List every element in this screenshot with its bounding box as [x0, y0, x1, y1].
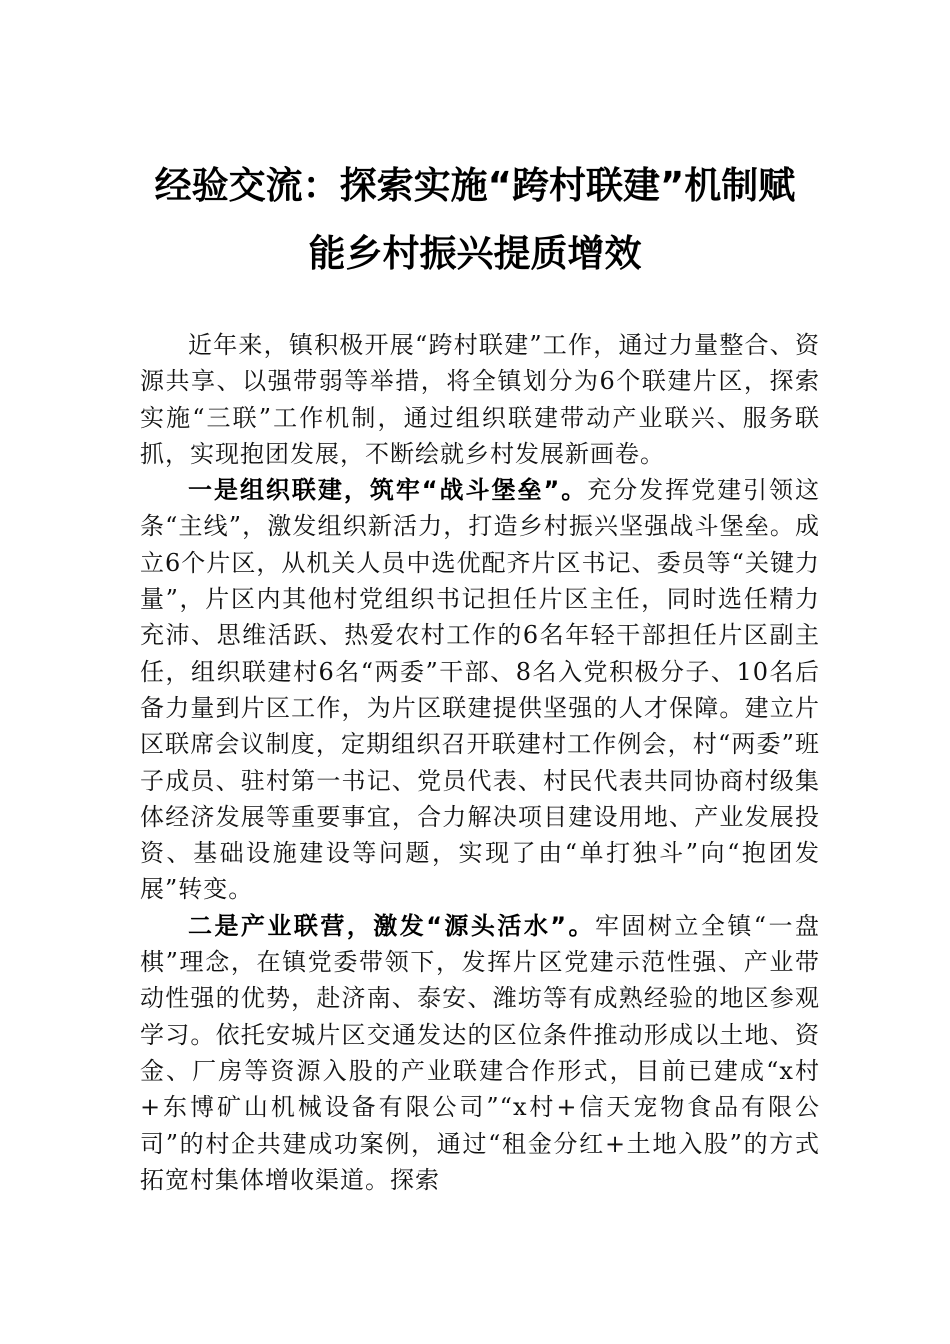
section-text-1: 充分发挥党建引领这条“主线”，激发组织新活力，打造乡村振兴坚强战斗堡垒。成立6个片区，从机关人员中选优配齐片区书记、委员等“关键力量”，片区内其他村党组织书记担任片区主任，同时选任精力充沛、思维活跃、热爱农村工作的6名年轻干部担任片区副主任，组织联建村6名“两委”干部、8名入党积极分子、10名后备力量到片区工作，为片区联建提供坚强的人才保障。建立片区联席会议制度，定期组织召开联建村工作例会，村“两委”班子成员、驻村第一书记、党员代表、村民代表共同协商村级集体经济发展等重要事宜，合力解决项目建设用地、产业发展投资、基础设施建设等问题，实现了由“单打独斗”向“抱团发展”转变。	[140, 476, 821, 904]
section-paragraph-1	[140, 472, 820, 908]
section-heading-2: 二是产业联营，激发“源头活水”。	[188, 911, 595, 940]
section-text-2: 牢固树立全镇“一盘棋”理念，在镇党委带领下，发挥片区党建示范性强、产业带动性强的优势，赴济南、泰安、潍坊等有成熟经验的地区参观学习。依托安城片区交通发达的区位条件推动形成以土地、资金、厂房等资源入股的产业联建合作形式，目前已建成“x村+东博矿山机械设备有限公司”“x村+信天宠物食品有限公司”的村企共建成功案例，通过“租金分红+土地入股”的方式拓宽村集体增收渠道。探索	[140, 911, 820, 1194]
intro-paragraph	[140, 327, 820, 472]
intro-text: 近年来，镇积极开展“跨村联建”工作，通过力量整合、资源共享、以强带弱等举措，将全镇划分为6个联建片区，探索实施“三联”工作机制，通过组织联建带动产业联兴、服务联抓，实现抱团发展，不断绘就乡村发展新画卷。	[140, 331, 820, 468]
section-heading-1: 一是组织联建，筑牢“战斗堡垒”。	[188, 476, 588, 505]
document-title	[120, 152, 830, 288]
document-body	[140, 327, 820, 1198]
section-paragraph-2	[140, 908, 820, 1198]
title-line-2: 能乡村振兴提质增效	[308, 232, 642, 275]
title-line-1: 经验交流：探索实施“跨村联建”机制赋	[154, 164, 796, 207]
